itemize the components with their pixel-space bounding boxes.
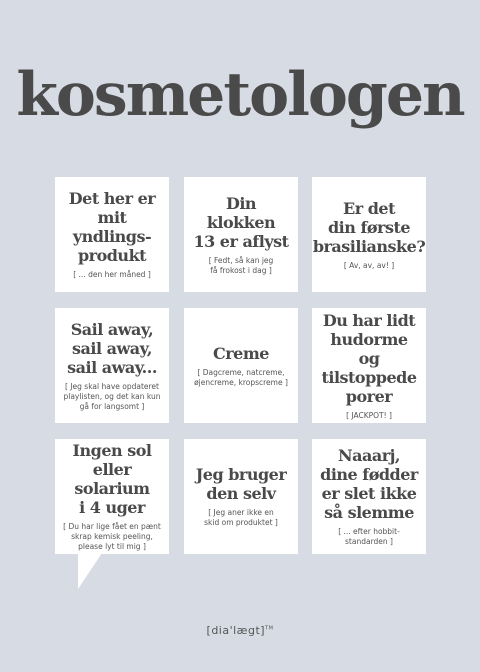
quote-caption: [ Jeg aner ikke en skid om produktet ]	[204, 508, 278, 527]
poster-title: kosmetologen	[16, 60, 464, 130]
quote-caption: [ Jeg skal have opdateret playlisten, og det kan kun gå for langsomt ]	[63, 381, 161, 411]
quote-caption: [ Dagcreme, natcreme, øjencreme, kropscreme ]	[194, 367, 288, 387]
quote-heading: Creme	[213, 343, 269, 363]
quote-heading: Jeg bruger den selv	[195, 465, 287, 503]
quote-card	[55, 308, 169, 423]
quote-caption: [ Du har lige fået en pænt skrap kemisk peeling, please lyt til mig ]	[63, 522, 161, 551]
quote-card	[55, 439, 169, 554]
quote-card	[312, 308, 426, 423]
quote-card	[184, 177, 298, 292]
quote-heading: Din klokken 13 er aflyst	[193, 193, 289, 251]
quote-heading: Ingen sol eller solarium i 4 uger	[72, 441, 152, 517]
brand-logo-text: [dia'lægt]	[206, 624, 266, 637]
speech-bubble-tail	[78, 553, 102, 589]
quote-heading: Er det din første brasilianske?	[312, 198, 426, 256]
quote-card	[184, 439, 298, 554]
quote-caption: [ JACKPOT! ]	[346, 410, 392, 420]
quote-heading: Det her er mit yndlings- produkt	[68, 189, 156, 265]
brand-logo	[0, 624, 480, 637]
quote-card	[312, 177, 426, 292]
quote-caption: [ Av, av, av! ]	[343, 260, 395, 270]
trademark-mark: TM	[265, 625, 274, 632]
quote-card	[312, 439, 426, 554]
quote-heading: Naaarj, dine fødder er slet ikke så slemme	[320, 446, 418, 522]
quote-heading: Sail away, sail away, sail away...	[67, 319, 157, 377]
quote-card	[55, 177, 169, 292]
quote-caption: [ Fedt, så kan jeg få frokost i dag ]	[208, 255, 274, 275]
quote-caption: [ ... den her måned ]	[73, 270, 151, 279]
quote-card	[184, 308, 298, 423]
quote-heading: Du har lidt hudorme og tilstoppede porer	[321, 310, 417, 406]
quote-caption: [ ... efter hobbit- standarden ]	[338, 527, 400, 546]
